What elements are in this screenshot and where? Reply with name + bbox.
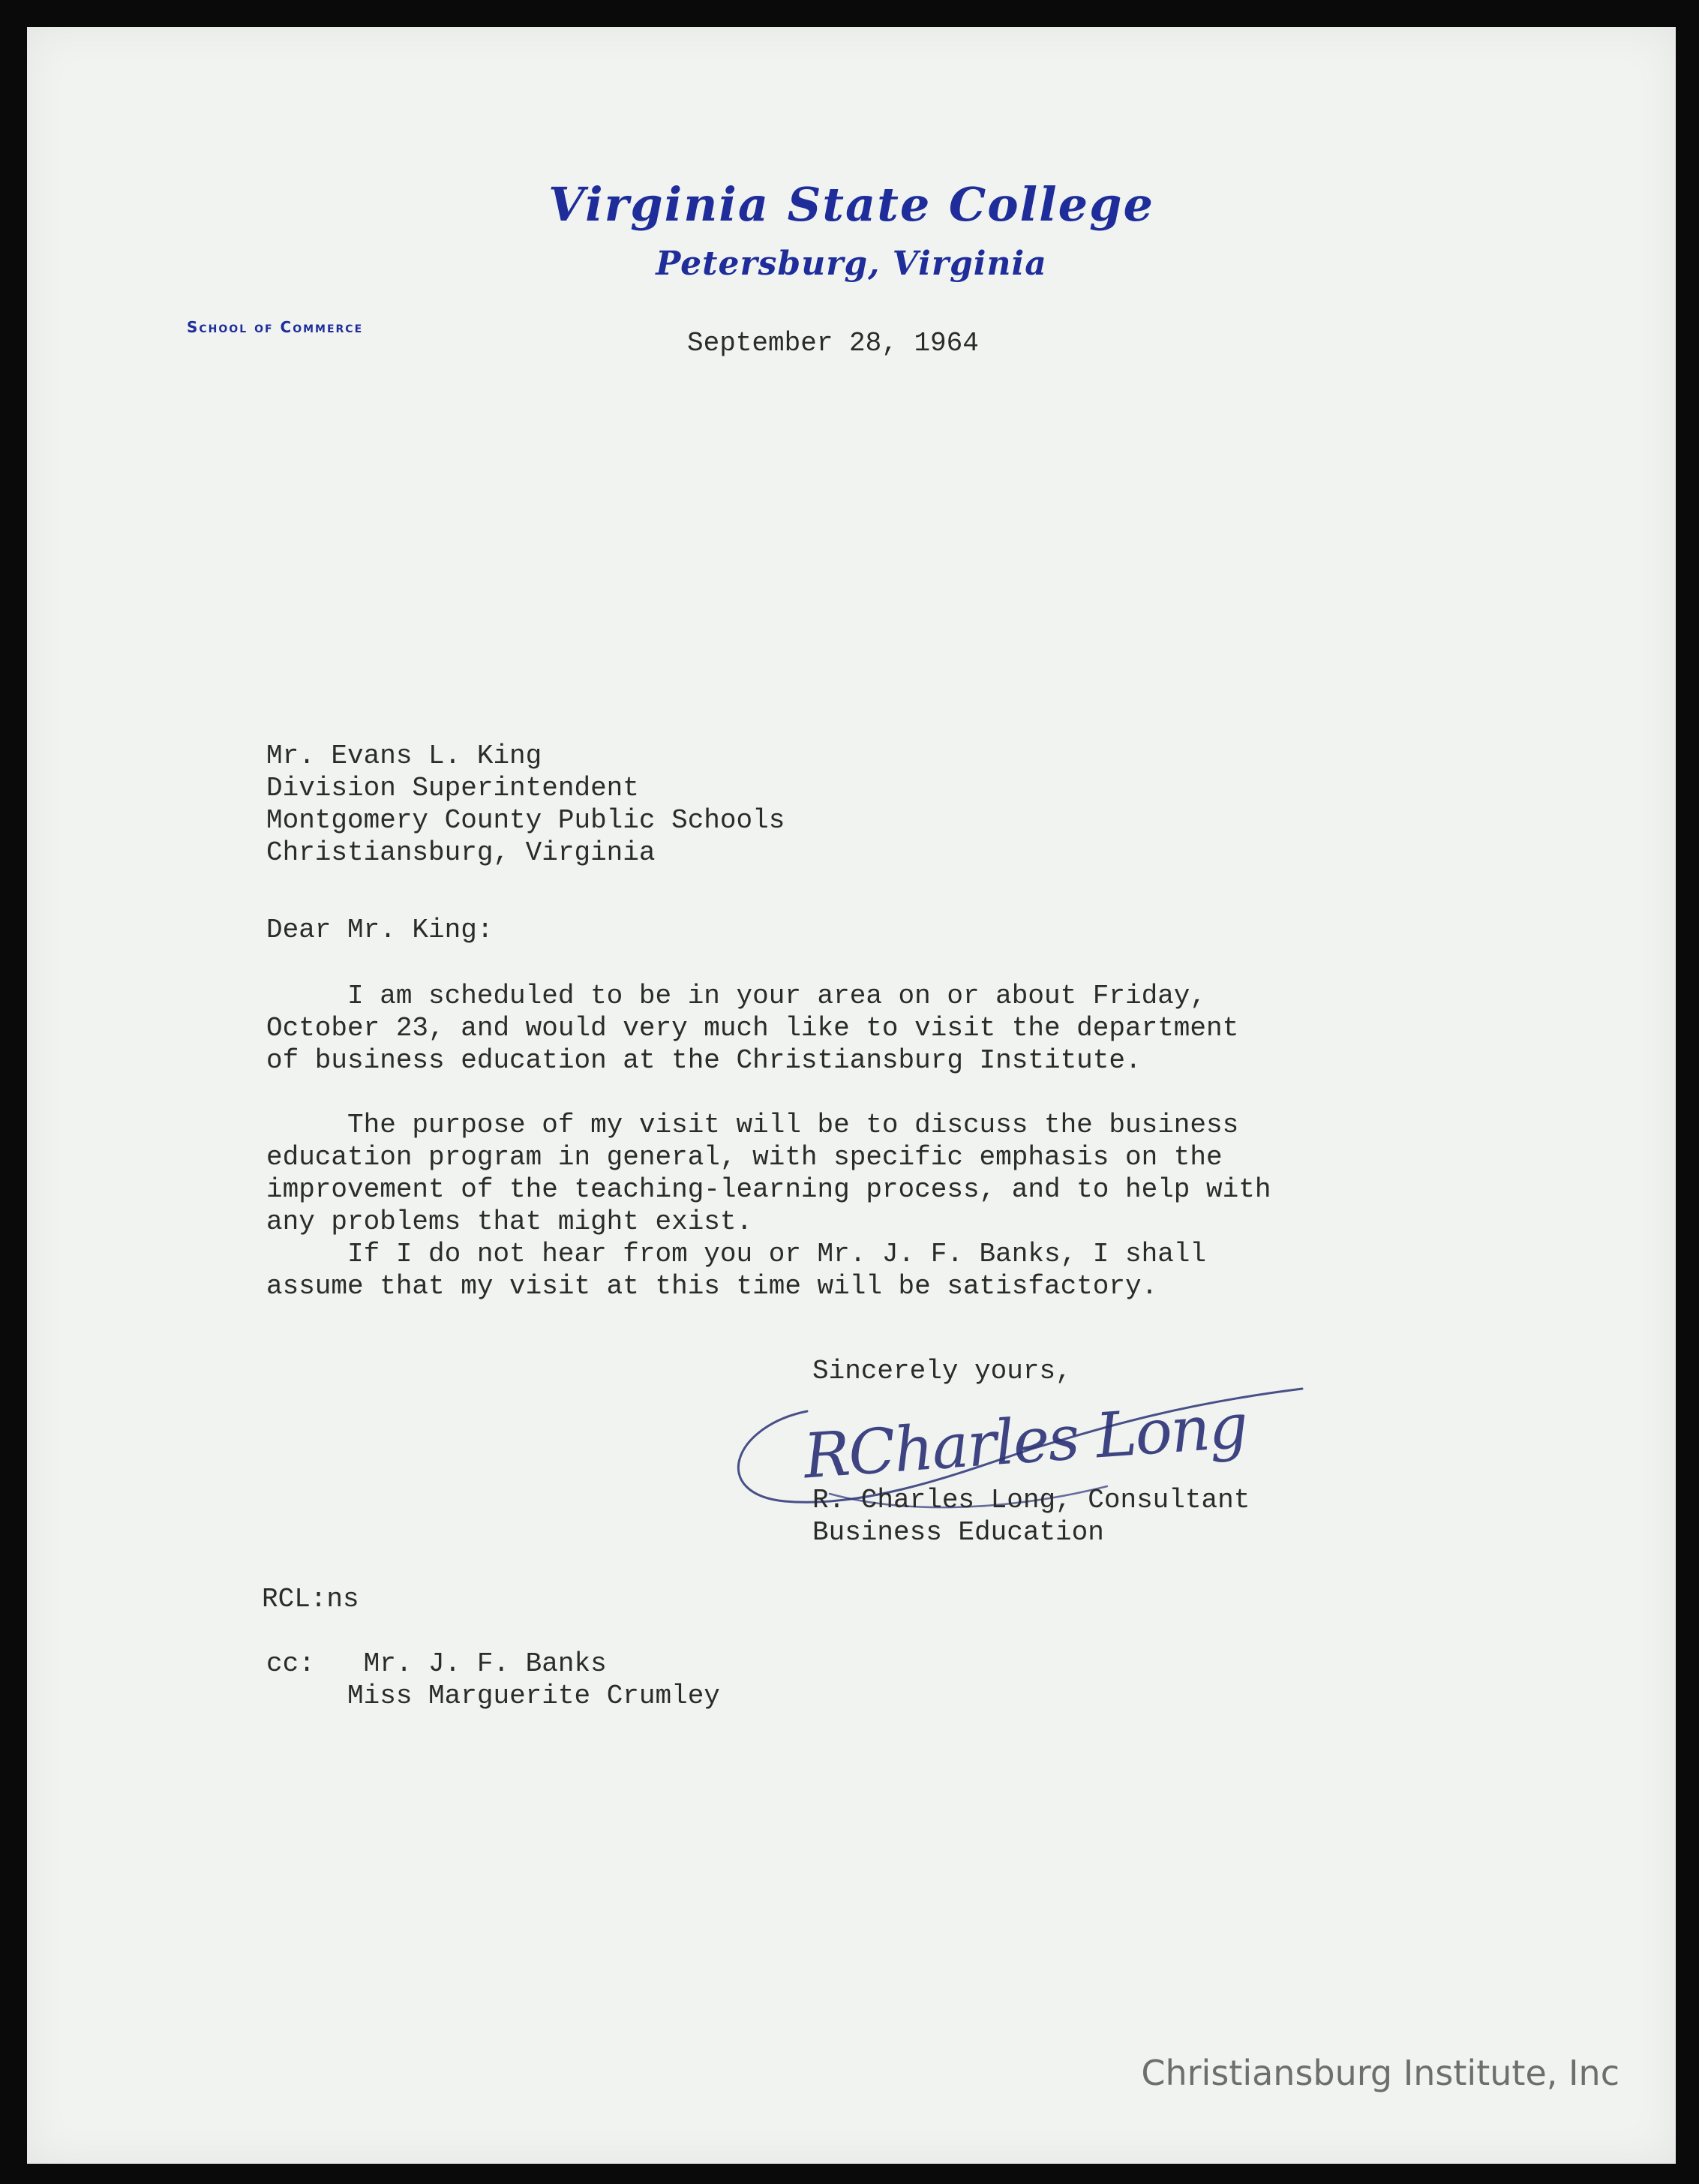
cc-line-2 <box>266 1680 720 1712</box>
cc-block <box>266 1648 720 1712</box>
paragraph-line: October 23, and would very much like to visit the department <box>266 1013 1239 1044</box>
letterhead-city: Petersburg, Virginia <box>656 245 1047 283</box>
paragraph-line: If I do not hear from you or Mr. J. F. Banks, I shall <box>266 1239 1207 1269</box>
closing: Sincerely yours, <box>812 1356 1072 1386</box>
cc-recipient: Miss Marguerite Crumley <box>347 1681 720 1711</box>
recipient-title: Division Superintendent <box>266 773 639 804</box>
salutation: Dear Mr. King: <box>266 915 494 945</box>
cc-recipient: Mr. J. F. Banks <box>363 1648 607 1679</box>
signer-title: Business Education <box>812 1517 1104 1548</box>
letter-date: September 28, 1964 <box>687 328 979 359</box>
signer-name: R. Charles Long, Consultant <box>812 1485 1250 1516</box>
letter-page <box>27 27 1676 2164</box>
cc-label: cc: <box>266 1648 315 1679</box>
letterhead-department: School of Commerce <box>187 318 364 336</box>
paragraph-line: of business education at the Christiansburg Institute. <box>266 1045 1142 1076</box>
paragraph-3 <box>266 1238 1206 1302</box>
recipient-name: Mr. Evans L. King <box>266 741 542 771</box>
paragraph-line: improvement of the teaching-learning process, and to help with <box>266 1174 1271 1205</box>
paragraph-2 <box>266 1109 1271 1238</box>
reference-initials: RCL:ns <box>262 1584 359 1615</box>
watermark: Christiansburg Institute, Inc <box>1141 2053 1619 2093</box>
recipient-address <box>266 740 785 869</box>
paragraph-1 <box>266 980 1238 1077</box>
signature: RCharles Long <box>801 1390 1249 1493</box>
recipient-organization: Montgomery County Public Schools <box>266 805 785 836</box>
paragraph-line: education program in general, with specific emphasis on the <box>266 1142 1223 1173</box>
recipient-location: Christiansburg, Virginia <box>266 837 656 868</box>
letterhead-institution: Virginia State College <box>548 177 1154 232</box>
paragraph-line: I am scheduled to be in your area on or about Friday, <box>266 981 1207 1011</box>
cc-line-1 <box>266 1648 720 1680</box>
signer-block <box>812 1484 1250 1549</box>
paragraph-line: assume that my visit at this time will be satisfactory. <box>266 1271 1158 1302</box>
paragraph-line: The purpose of my visit will be to discuss the business <box>266 1110 1239 1140</box>
paragraph-line: any problems that might exist. <box>266 1206 753 1237</box>
